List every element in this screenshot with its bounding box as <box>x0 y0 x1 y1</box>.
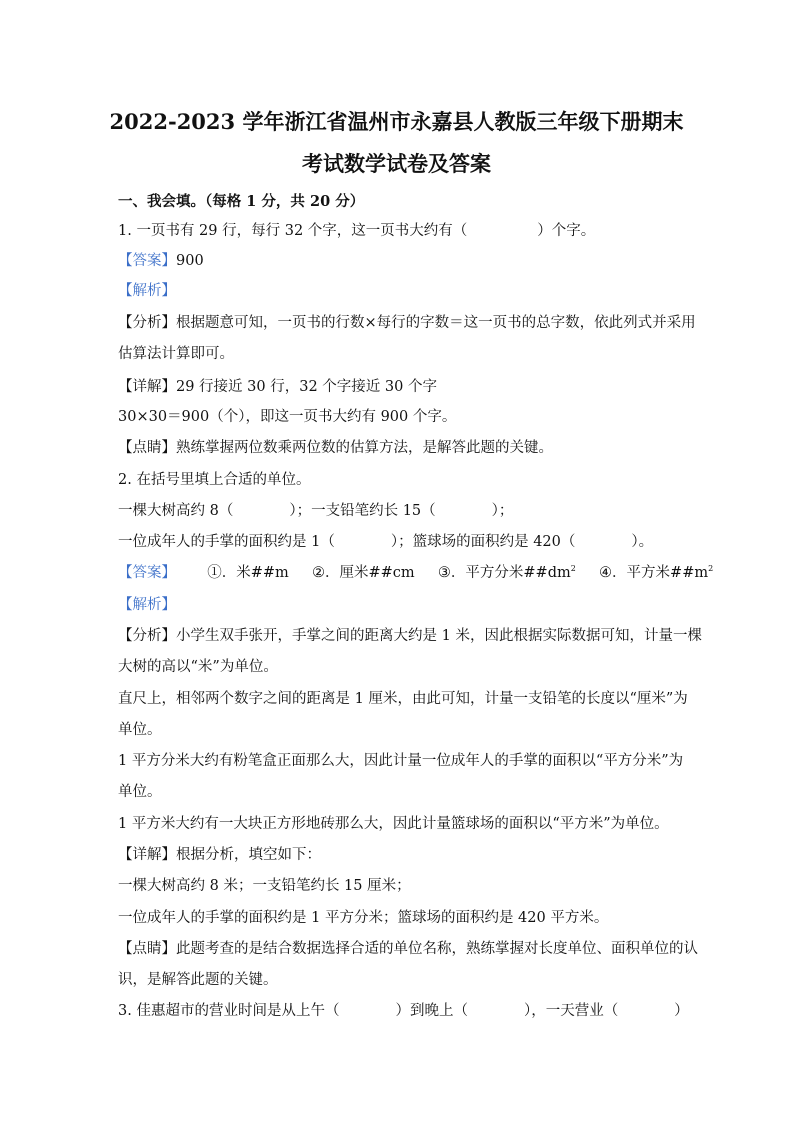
q1-fenxi-1 <box>118 311 696 332</box>
q2-fenxi-2: 大树的高以“米”为单位。 <box>118 659 278 675</box>
q2-p2-2: 单位。 <box>118 722 162 738</box>
q2-line1-a: 一棵大树高约 8（ <box>118 503 234 519</box>
q1-answer <box>118 249 204 270</box>
q1-dianjing-text: 熟练掌握两位数乘两位数的估算方法，是解答此题的关键。 <box>176 440 553 456</box>
q3-part-d: ） <box>674 1003 689 1019</box>
q2-answer-3-text: ③．平方分米##dm <box>437 565 571 581</box>
q1-stem-text: 1. 一页书有 29 行，每行 32 个字，这一页书大约有（ <box>118 223 468 239</box>
q2-answer <box>118 561 713 582</box>
q2-answer-3 <box>438 565 576 581</box>
dianjing-tag: 【点睛】 <box>118 941 176 957</box>
q1-stem-end: ）个字。 <box>537 223 596 239</box>
q1-xiangjie-1 <box>118 375 437 396</box>
section-heading: 一、我会填。（每格 1 分，共 20 分） <box>118 193 365 210</box>
q2-answer-4-text: ④．平方米##m <box>599 565 709 581</box>
q3-part-c: ），一天营业（ <box>523 1003 619 1019</box>
q3-part-a: 3. 佳惠超市的营业时间是从上午（ <box>118 1003 340 1019</box>
q2-result-2: 一位成年人的手掌的面积约是 1 平方分米；篮球场的面积约是 420 平方米。 <box>118 910 609 926</box>
q2-xiangjie <box>118 843 321 864</box>
q2-answer-1: ①．米##m <box>207 565 289 581</box>
q1-answer-value: 900 <box>176 253 204 269</box>
q2-answer-4-sup: 2 <box>708 564 714 574</box>
q2-dianjing-text: 此题考查的是结合数据选择合适的单位名称，熟练掌握对长度单位、面积单位的认 <box>176 941 698 957</box>
answer-tag: 【答案】 <box>118 565 176 581</box>
xiangjie-tag: 【详解】 <box>118 379 176 395</box>
q3-stem <box>118 999 689 1020</box>
q2-line2-c: ）。 <box>631 534 654 550</box>
q2-line1-c: ）； <box>491 503 514 519</box>
xiangjie-tag: 【详解】 <box>118 847 176 863</box>
doc-title-line1: 2022-2023 学年浙江省温州市永嘉县人教版三年级下册期末 <box>109 109 684 134</box>
q2-xiangjie-text: 根据分析，填空如下： <box>176 847 321 863</box>
q2-line1 <box>118 499 513 520</box>
answer-tag: 【答案】 <box>118 253 176 269</box>
doc-title-line2: 考试数学试卷及答案 <box>302 151 491 176</box>
q2-answer-2: ②．厘米##cm <box>312 565 415 581</box>
q2-dianjing-2: 识，是解答此题的关键。 <box>118 972 278 988</box>
q2-fenxi-1 <box>118 624 702 645</box>
q2-line2-a: 一位成年人的手掌的面积约是 1（ <box>118 534 335 550</box>
q2-p4: 1 平方米大约有一大块正方形地砖那么大，因此计量篮球场的面积以“平方米”为单位。 <box>118 816 669 832</box>
q1-analysis-tag: 【解析】 <box>118 283 176 299</box>
q1-dianjing <box>118 436 553 457</box>
q1-fenxi-text: 根据题意可知，一页书的行数×每行的字数＝这一页书的总字数，依此列式并采用 <box>176 315 696 331</box>
q2-line1-b: ）；一支铅笔约长 15（ <box>289 503 436 519</box>
q2-dianjing-1 <box>118 937 698 958</box>
q2-p3-1: 1 平方分米大约有粉笔盒正面那么大，因此计量一位成年人的手掌的面积以“平方分米”为 <box>118 753 684 769</box>
q2-fenxi-text: 小学生双手张开，手掌之间的距离大约是 1 米，因此根据实际数据可知，计量一棵 <box>176 628 702 644</box>
q2-stem: 2. 在括号里填上合适的单位。 <box>118 472 311 488</box>
q1-stem <box>118 219 595 240</box>
q2-answer-3-sup: 2 <box>570 564 576 574</box>
q2-analysis-tag: 【解析】 <box>118 597 176 613</box>
fenxi-tag: 【分析】 <box>118 628 176 644</box>
q1-fenxi-2: 估算法计算即可。 <box>118 346 234 362</box>
q1-xiangjie-2: 30×30＝900（个），即这一页书大约有 900 个字。 <box>118 409 457 425</box>
q2-answer-4 <box>599 565 713 581</box>
q1-xiangjie-text: 29 行接近 30 行，32 个字接近 30 个字 <box>176 379 437 395</box>
q2-result-1: 一棵大树高约 8 米；一支铅笔约长 15 厘米； <box>118 878 411 894</box>
q2-line2 <box>118 530 653 551</box>
dianjing-tag: 【点睛】 <box>118 440 176 456</box>
q2-line2-b: ）；篮球场的面积约是 420（ <box>390 534 576 550</box>
q2-p3-2: 单位。 <box>118 784 162 800</box>
fenxi-tag: 【分析】 <box>118 315 176 331</box>
q3-part-b: ）到晚上（ <box>395 1003 468 1019</box>
q2-p2-1: 直尺上，相邻两个数字之间的距离是 1 厘米，由此可知，计量一支铅笔的长度以“厘米”为 <box>118 691 688 707</box>
